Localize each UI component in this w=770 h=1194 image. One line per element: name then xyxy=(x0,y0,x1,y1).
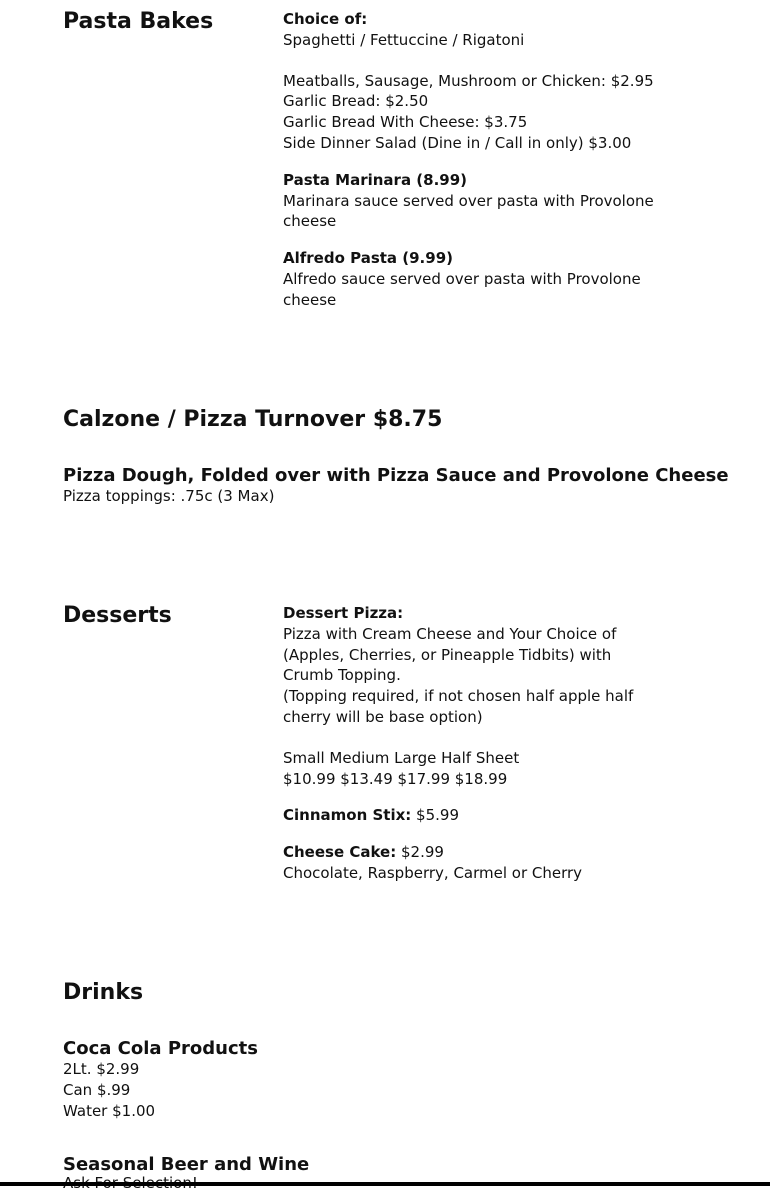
cheese-cake-price: $2.99 xyxy=(401,843,444,862)
addon-item: Meatballs, Sausage, Mushroom or Chicken: $2.95 xyxy=(283,71,654,90)
coca-cola-list xyxy=(63,1059,155,1121)
coca-cola-title: Coca Cola Products xyxy=(63,1038,258,1059)
cinnamon-stix-item xyxy=(283,805,643,826)
drinks-title: Drinks xyxy=(63,980,144,1005)
choice-label: Choice of: xyxy=(283,10,368,28)
cheese-cake-item xyxy=(283,842,643,863)
calzone-title: Calzone / Pizza Turnover $8.75 xyxy=(63,407,443,432)
pasta-bakes-details xyxy=(283,9,663,311)
dessert-pizza-note: (Topping required, if not chosen half apple half cherry will be base option) xyxy=(283,687,634,726)
desserts-details xyxy=(283,603,643,884)
drink-item: Water $1.00 xyxy=(63,1101,156,1120)
menu-item-description: Marinara sauce served over pasta with Provolone cheese xyxy=(283,191,654,231)
cheese-cake-name: Cheese Cake: xyxy=(283,843,397,862)
pasta-bakes-title: Pasta Bakes xyxy=(63,9,214,34)
drink-item: 2Lt. $2.99 xyxy=(63,1060,140,1078)
calzone-toppings: Pizza toppings: .75c (3 Max) xyxy=(63,487,275,505)
choice-options: Spaghetti / Fettuccine / Rigatoni xyxy=(283,30,525,49)
dessert-pizza-name: Dessert Pizza: xyxy=(283,604,404,622)
dessert-pizza-sizes: Small Medium Large Half Sheet xyxy=(283,748,520,767)
desserts-title: Desserts xyxy=(63,603,172,628)
addon-item: Garlic Bread: $2.50 xyxy=(283,92,429,111)
menu-item-name: Pasta Marinara (8.99) xyxy=(283,170,468,189)
calzone-subtitle: Pizza Dough, Folded over with Pizza Sauce and Provolone Cheese xyxy=(63,465,729,486)
menu-item-name: Alfredo Pasta (9.99) xyxy=(283,249,453,268)
bottom-divider xyxy=(0,1182,770,1186)
beer-wine-title: Seasonal Beer and Wine xyxy=(63,1154,310,1175)
addon-item: Garlic Bread With Cheese: $3.75 xyxy=(283,113,528,132)
cinnamon-stix-name: Cinnamon Stix: xyxy=(283,806,412,825)
cheese-cake-flavors: Chocolate, Raspberry, Carmel or Cherry xyxy=(283,863,583,882)
menu-item-description: Alfredo sauce served over pasta with Provolone cheese xyxy=(283,269,641,309)
dessert-pizza-prices: $10.99 $13.49 $17.99 $18.99 xyxy=(283,769,508,788)
dessert-pizza-description: Pizza with Cream Cheese and Your Choice of (Apples, Cherries, or Pineapple Tidbits) with Crumb Topping. xyxy=(283,624,617,685)
addon-item: Side Dinner Salad (Dine in / Call in only) $3.00 xyxy=(283,133,632,152)
cinnamon-stix-price: $5.99 xyxy=(416,806,459,825)
drink-item: Can $.99 xyxy=(63,1080,131,1099)
